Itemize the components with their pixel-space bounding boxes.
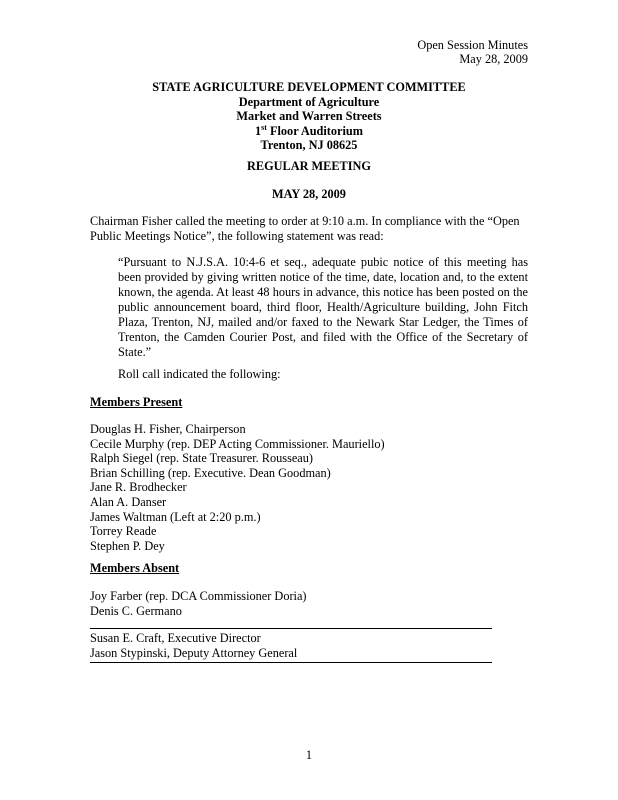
meeting-type: REGULAR MEETING: [246, 159, 371, 173]
committee-name: STATE AGRICULTURE DEVELOPMENT COMMITTEE: [152, 80, 466, 94]
header-title: Open Session Minutes: [417, 38, 528, 52]
page-number: 1: [305, 748, 313, 762]
floor-text: Floor Auditorium: [266, 123, 364, 138]
city-address: Trenton, NJ 08625: [260, 138, 358, 152]
list-item: Brian Schilling (rep. Executive. Dean Goodman): [90, 465, 331, 480]
department-name: Department of Agriculture: [238, 94, 380, 109]
list-item: Cecile Murphy (rep. DEP Acting Commissioner. Mauriello): [90, 436, 385, 451]
members-absent-list: [90, 589, 307, 618]
staff-executive-director: Susan E. Craft, Executive Director: [90, 631, 261, 645]
list-item: Denis C. Germano: [90, 603, 182, 618]
header-date: May 28, 2009: [459, 52, 528, 66]
members-present-heading: Members Present: [90, 395, 183, 409]
list-item: James Waltman (Left at 2:20 p.m.): [90, 509, 261, 524]
list-item: Joy Farber (rep. DCA Commissioner Doria): [90, 589, 307, 603]
staff-deputy-attorney-general: Jason Stypinski, Deputy Attorney General: [90, 645, 298, 660]
members-present-list: [90, 422, 385, 553]
list-item: Alan A. Danser: [90, 494, 167, 509]
list-item: Douglas H. Fisher, Chairperson: [90, 422, 246, 436]
floor-suffix: st: [261, 122, 267, 132]
floor-ordinal: 1: [254, 123, 262, 138]
running-header: [417, 38, 528, 66]
staff-box: [90, 628, 492, 663]
title-block: [0, 80, 618, 153]
roll-call-text: Roll call indicated the following:: [118, 367, 281, 381]
floor-location: [0, 124, 618, 139]
list-item: Torrey Reade: [90, 524, 157, 539]
street-address: Market and Warren Streets: [236, 109, 382, 123]
list-item: Ralph Siegel (rep. State Treasurer. Rousseau): [90, 451, 314, 466]
list-item: Jane R. Brodhecker: [90, 480, 187, 495]
intro-paragraph: Chairman Fisher called the meeting to order at 9:10 a.m. In compliance with the “Open Public Meetings Notice”, the following statement was read:: [90, 214, 520, 243]
members-absent-heading: Members Absent: [90, 561, 180, 575]
list-item: Stephen P. Dey: [90, 538, 165, 553]
meeting-date: MAY 28, 2009: [272, 187, 346, 201]
notice-statement: “Pursuant to N.J.S.A. 10:4-6 et seq., adequate pubic notice of this meeting has been provided by giving written notice of the time, date, location and, to the extent known, the agenda. At least 48 hours in advance, this notice has been posted on the public announcement board, third floor, Health/Agriculture building, John Fitch Plaza, Trenton, NJ, mailed and/or faxed to the Newark Star Ledger, the Times of Trenton, the Camden Courier Post, and filed with the Office of the Secretary of State.”: [118, 255, 528, 359]
